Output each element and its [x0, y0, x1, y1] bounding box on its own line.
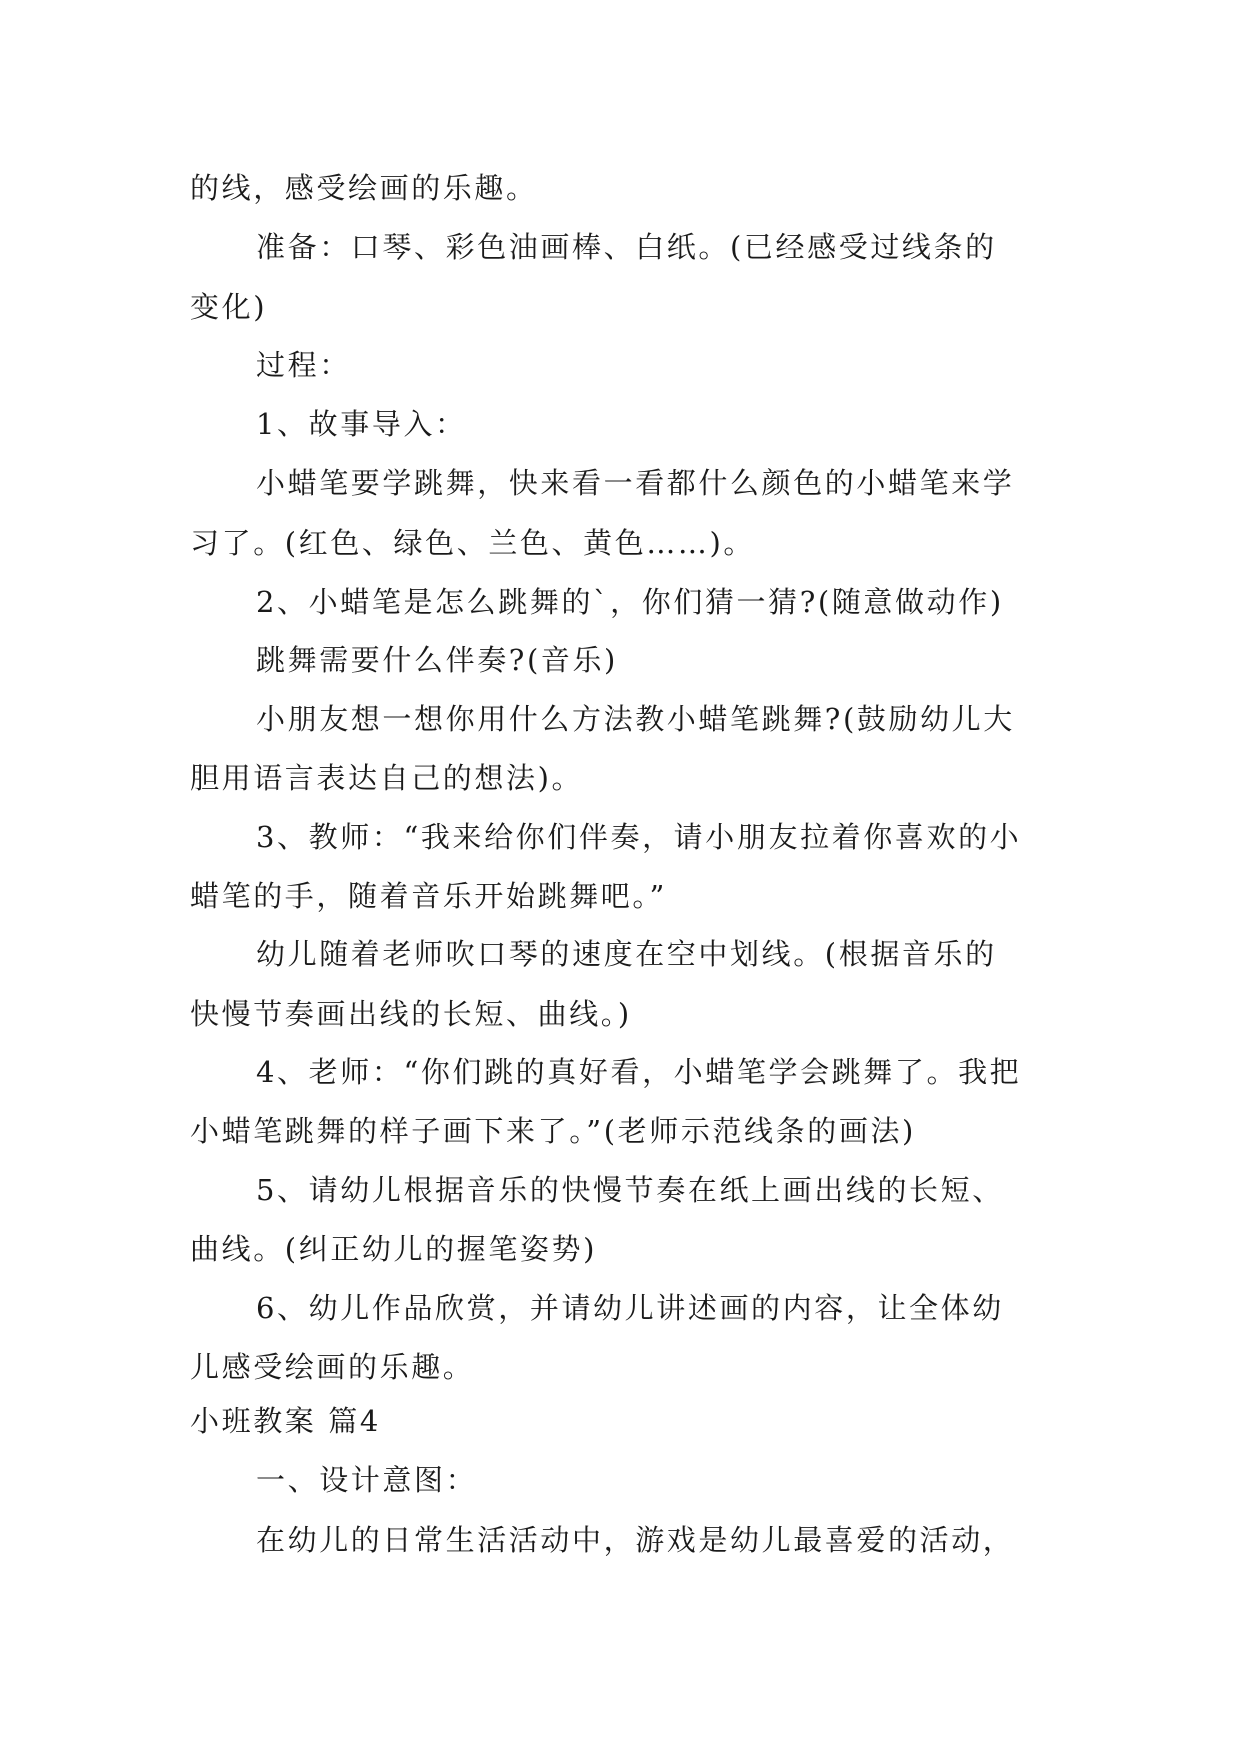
text-line: 1、故事导入： — [256, 407, 467, 441]
text-line: 变化) — [190, 290, 268, 324]
text-line: 在幼儿的日常生活活动中，游戏是幼儿最喜爱的活动， — [256, 1523, 1015, 1557]
text-line: 跳舞需要什么伴奏?(音乐) — [256, 643, 618, 677]
text-line: 过程： — [256, 348, 351, 382]
text-line: 4、老师：“你们跳的真好看，小蜡笔学会跳舞了。我把 — [256, 1055, 1022, 1089]
text-line: 5、请幼儿根据音乐的快慢节奏在纸上画出线的长短、 — [256, 1173, 1004, 1207]
section-heading: 小班教案 篇4 — [190, 1404, 381, 1438]
text-line: 快慢节奏画出线的长短、曲线。) — [190, 997, 632, 1031]
text-line: 胆用语言表达自己的想法)。 — [190, 761, 584, 795]
text-line: 3、教师：“我来给你们伴奏，请小朋友拉着你喜欢的小 — [256, 820, 1022, 854]
text-line: 幼儿随着老师吹口琴的速度在空中划线。(根据音乐的 — [256, 937, 997, 971]
text-line: 儿感受绘画的乐趣。 — [190, 1350, 475, 1384]
text-line: 一、设计意图： — [256, 1463, 478, 1497]
text-line: 2、小蜡笔是怎么跳舞的`，你们猜一猜?(随意做动作) — [256, 585, 1004, 619]
text-line: 的线，感受绘画的乐趣。 — [190, 171, 538, 205]
text-line: 小蜡笔要学跳舞，快来看一看都什么颜色的小蜡笔来学 — [256, 466, 1015, 500]
text-line: 曲线。(纠正幼儿的握笔姿势) — [190, 1232, 598, 1266]
text-line: 蜡笔的手，随着音乐开始跳舞吧。” — [190, 879, 667, 913]
text-line: 6、幼儿作品欣赏，并请幼儿讲述画的内容，让全体幼 — [256, 1291, 1004, 1325]
text-line: 小蜡笔跳舞的样子画下来了。”(老师示范线条的画法) — [190, 1114, 916, 1148]
text-line: 小朋友想一想你用什么方法教小蜡笔跳舞?(鼓励幼儿大 — [256, 702, 1015, 736]
text-line: 准备：口琴、彩色油画棒、白纸。(已经感受过线条的 — [256, 230, 997, 264]
text-line: 习了。(红色、绿色、兰色、黄色……)。 — [190, 526, 756, 560]
